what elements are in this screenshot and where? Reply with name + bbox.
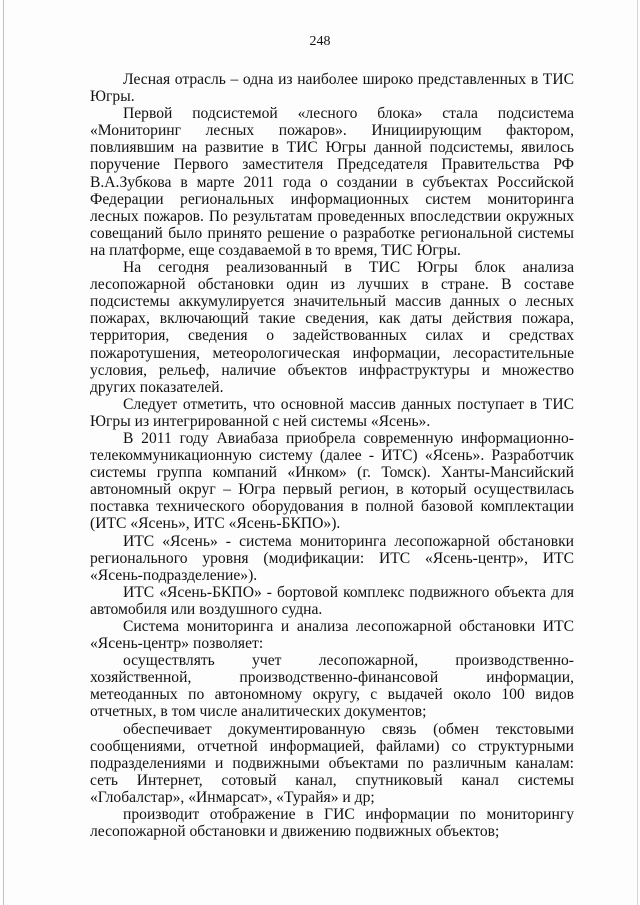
- body-text: [90, 71, 574, 840]
- scan-edge-left: [3, 0, 4, 905]
- page-number: 248: [309, 34, 331, 49]
- paragraph-avia-base-2011: В 2011 году Авиабаза приобрела современную информационно-телекоммуникационную систему (далее - ИТС) «Ясень». Разработчик системы группа компаний «Инком» (г. Томск). Ханты-Мансийский автономный округ – Югра первый регион, в который осуществилась поставка технического оборудования в полной базовой комплектации (ИТС «Ясень», ИТС «Ясень-БКПО»).: [90, 429, 574, 533]
- list-item-communication: обеспечивает документированную связь (обмен текстовыми сообщениями, отчетной информацией, файлами) со структурными подразделениями и подвижными объектами по различным каналам: сеть Интернет, сотовый канал, спутниковый канал системы «Глобалстар», «Инмарсат», «Турайя» и др;: [90, 720, 574, 806]
- paragraph-data-source: Следует отметить, что основной массив данных поступает в ТИС Югры из интегрированной с ней системы «Ясень».: [90, 395, 574, 430]
- scan-edge-right: [637, 0, 638, 905]
- paragraph-forest-industry: Лесная отрасль – одна из наиболее широко представленных в ТИС Югры.: [90, 71, 574, 106]
- list-item-gis-display: производит отображение в ГИС информации по мониторингу лесопожарной обстановки и движению подвижных объектов;: [90, 806, 574, 841]
- paragraph-system-allows: Система мониторинга и анализа лесопожарной обстановки ИТС «Ясень-центр» позволяет:: [90, 618, 574, 653]
- paragraph-its-yasen-bkpo: ИТС «Ясень-БКПО» - бортовой комплекс подвижного объекта для автомобиля или воздушного судна.: [90, 583, 574, 618]
- paragraph-fire-analysis-block: На сегодня реализованный в ТИС Югры блок анализа лесопожарной обстановки один из лучших в стране. В составе подсистемы аккумулируется значительный массив данных о лесных пожарах, включающий такие сведения, как даты действия пожара, территория, сведения о задействованных силах и средствах пожаротушения, метеорологическая информации, лесорастительные условия, рельеф, наличие объектов инфраструктуры и множество других показателей.: [90, 259, 574, 396]
- paragraph-its-yasen: ИТС «Ясень» - система мониторинга лесопожарной обстановки регионального уровня (модификации: ИТС «Ясень-центр», ИТС «Ясень-подразделение»).: [90, 532, 574, 584]
- list-item-accounting: осуществлять учет лесопожарной, производственно-хозяйственной, производственно-финансовой информации, метеоданных по автономному округу, с выдачей около 100 видов отчетных, в том числе аналитических документов;: [90, 652, 574, 721]
- paragraph-first-subsystem: Первой подсистемой «лесного блока» стала подсистема «Мониторинг лесных пожаров». Инициирующим фактором, повлиявшим на развитие в ТИС Югры данной подсистемы, явилось поручение Первого заместителя Председателя Правительства РФ В.А.Зубкова в марте 2011 года о создании в субъектах Российской Федерации региональных информационных систем мониторинга лесных пожаров. По результатам проведенных впоследствии окружных совещаний было принято решение о разработке региональной системы на платформе, еще создаваемой в то время, ТИС Югры.: [90, 105, 574, 259]
